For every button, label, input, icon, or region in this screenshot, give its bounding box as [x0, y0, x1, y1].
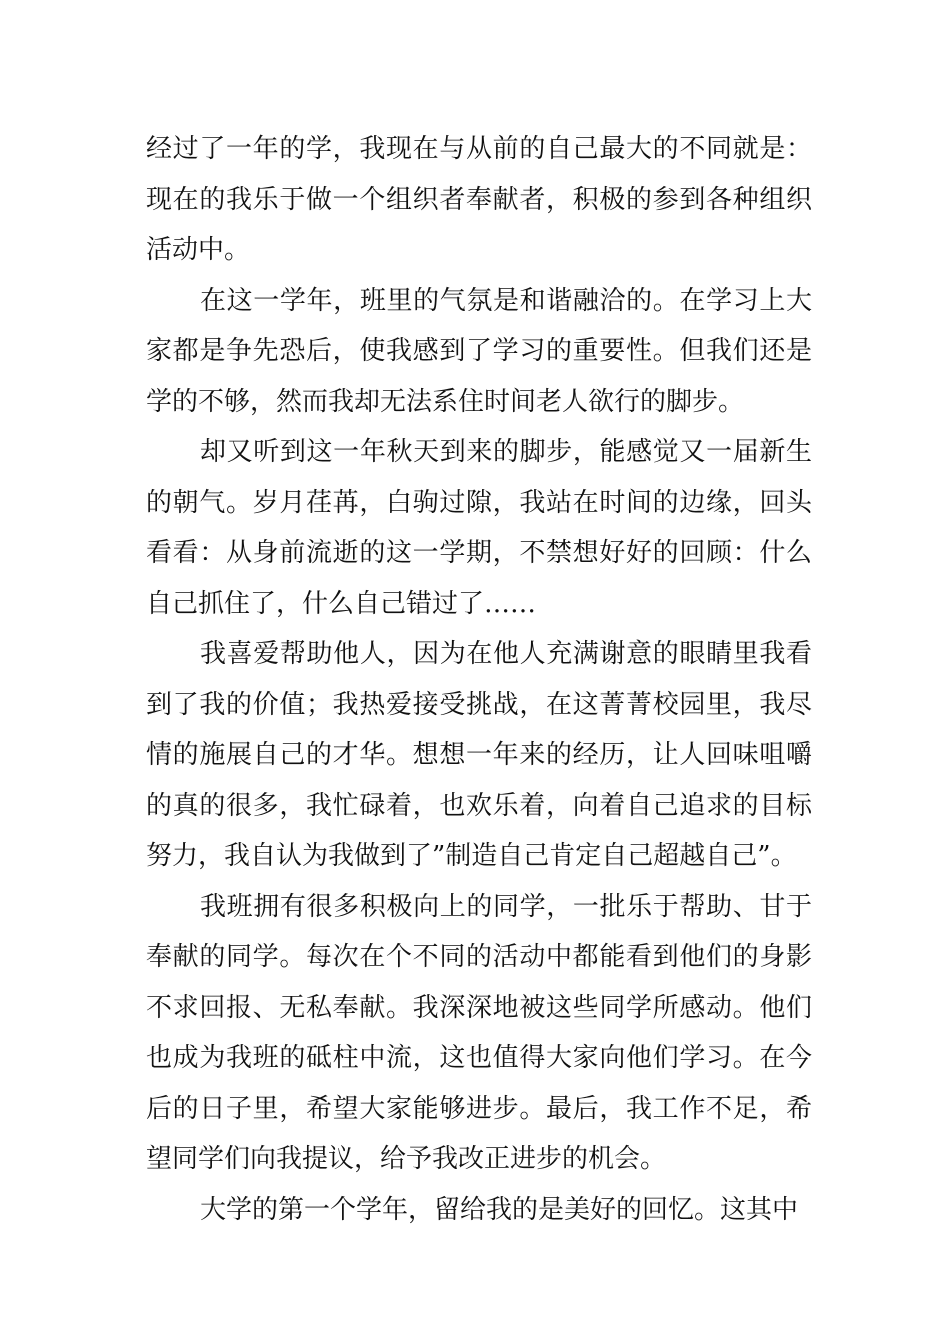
paragraph: 我喜爱帮助他人，因为在他人充满谢意的眼睛里我看到了我的价值；我热爱接受挑战，在这菁菁校园里，我尽情的施展自己的才华。想想一年来的经历，让人回味咀嚼的真的很多，我忙碌着，也欢乐着，向着自己追求的目标努力，我自认为我做到了”制造自己肯定自己超越自己”。: [146, 639, 812, 871]
paragraph: 却又听到这一年秋天到来的脚步，能感觉又一届新生的朝气。岁月荏苒，白驹过隙，我站在时间的边缘，回头看看：从身前流逝的这一学期，不禁想好好的回顾：什么自己抓住了，什么自己错过了……: [146, 437, 812, 619]
paragraph: 我班拥有很多积极向上的同学，一批乐于帮助、甘于奉献的同学。每次在个不同的活动中都能看到他们的身影不求回报、无私奉献。我深深地被这些同学所感动。他们也成为我班的砥柱中流，这也值得大家向他们学习。在今后的日子里，希望大家能够进步。最后，我工作不足，希望同学们向我提议，给予我改正进步的机会。: [146, 891, 812, 1174]
paragraph: 在这一学年，班里的气氛是和谐融洽的。在学习上大家都是争先恐后，使我感到了学习的重要性。但我们还是学的不够，然而我却无法系住时间老人欲行的脚步。: [146, 285, 812, 417]
paragraph: 大学的第一个学年，留给我的是美好的回忆。这其中: [200, 1194, 799, 1225]
paragraph: 经过了一年的学，我现在与从前的自己最大的不同就是：现在的我乐于做一个组织者奉献者，积极的参到各种组织活动中。: [146, 134, 812, 265]
document-body: [146, 124, 812, 1235]
